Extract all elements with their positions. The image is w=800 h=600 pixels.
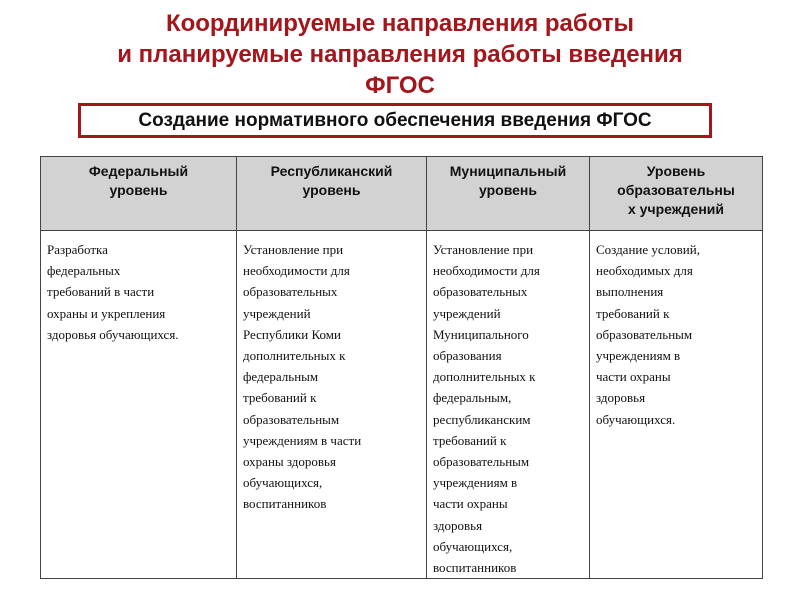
levels-table xyxy=(40,156,763,579)
header-federal: Федеральный уровень xyxy=(41,157,237,231)
title-line-3: ФГОС xyxy=(365,72,435,99)
table-header-row xyxy=(41,157,763,231)
header-institution: Уровень образовательны х учреждений xyxy=(590,157,763,231)
header-republican: Республиканский уровень xyxy=(237,157,427,231)
title-line-2: и планируемые направления работы введения xyxy=(117,41,683,68)
cell-republican: Установление при необходимости для образовательных учреждений Республики Коми дополнительных к федеральным требований к образовательным учреждениям в части охраны здоровья обучающихся, воспитанников xyxy=(237,231,427,579)
slide-title xyxy=(0,8,800,101)
cell-federal: Разработка федеральных требований в части охраны и укрепления здоровья обучающихся. xyxy=(41,231,237,579)
table-row xyxy=(41,231,763,579)
header-municipal: Муниципальный уровень xyxy=(427,157,590,231)
cell-municipal: Установление при необходимости для образовательных учреждений Муниципального образования дополнительных к федеральным, республиканским требований к образовательным учреждениям в части охраны здоровья обучающихся, воспитанников xyxy=(427,231,590,579)
title-line-1: Координируемые направления работы xyxy=(165,10,635,37)
cell-institution: Создание условий, необходимых для выполнения требований к образовательным учреждениям в части охраны здоровья обучающихся. xyxy=(590,231,763,579)
subtitle-box xyxy=(78,103,712,138)
subtitle-text: Создание нормативного обеспечения введения ФГОС xyxy=(138,109,652,131)
